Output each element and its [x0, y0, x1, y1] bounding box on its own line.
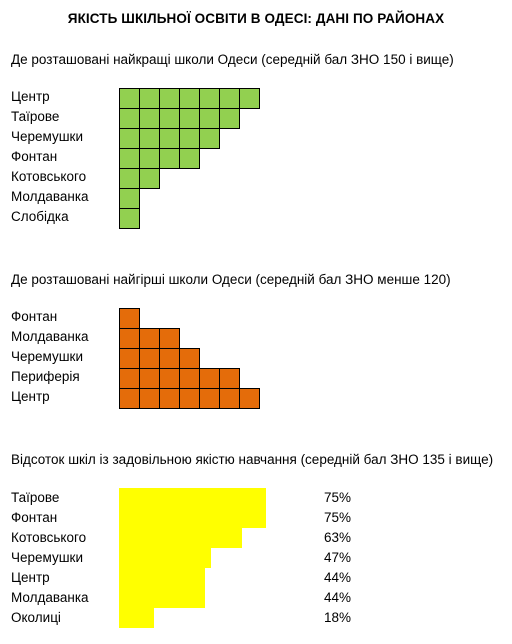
waffle-cell — [179, 148, 200, 169]
waffle-cell — [179, 128, 200, 149]
category-label: Молдаванка — [11, 590, 89, 605]
category-label: Черемушки — [11, 129, 83, 144]
percent-bar — [119, 488, 266, 508]
percent-value-label: 47% — [324, 550, 352, 565]
category-label: Околиці — [11, 610, 61, 625]
percent-value-label: 75% — [324, 510, 352, 525]
percent-bar — [119, 608, 154, 628]
waffle-cell — [119, 128, 140, 149]
category-label: Молдаванка — [11, 189, 89, 204]
waffle-cell — [119, 168, 140, 189]
waffle-cell — [119, 368, 140, 389]
category-label: Черемушки — [11, 349, 83, 364]
waffle-cell — [219, 88, 240, 109]
waffle-cell — [119, 348, 140, 369]
waffle-cell — [139, 328, 160, 349]
percent-bar — [119, 508, 266, 528]
category-label: Фонтан — [11, 309, 58, 324]
waffle-cell — [199, 388, 220, 409]
waffle-cell — [239, 88, 260, 109]
waffle-cell — [139, 368, 160, 389]
waffle-cell — [159, 348, 180, 369]
waffle-cell — [139, 88, 160, 109]
waffle-cell — [159, 368, 180, 389]
waffle-cell — [159, 88, 180, 109]
percent-bar — [119, 568, 205, 588]
percent-bar — [119, 548, 211, 568]
waffle-cell — [119, 188, 140, 209]
waffle-cell — [199, 88, 220, 109]
waffle-cell — [119, 108, 140, 129]
waffle-cell — [219, 388, 240, 409]
percent-value-label: 18% — [324, 610, 352, 625]
waffle-cell — [139, 128, 160, 149]
waffle-cell — [179, 388, 200, 409]
waffle-cell — [119, 148, 140, 169]
waffle-cell — [159, 388, 180, 409]
waffle-cell — [119, 208, 140, 229]
percent-value-label: 44% — [324, 590, 352, 605]
waffle-cell — [219, 368, 240, 389]
waffle-cell — [139, 108, 160, 129]
waffle-cell — [139, 168, 160, 189]
waffle-cell — [159, 128, 180, 149]
category-label: Таїрове — [11, 490, 60, 505]
category-label: Котовського — [11, 169, 87, 184]
waffle-cell — [119, 328, 140, 349]
page-title: ЯКІСТЬ ШКІЛЬНОЇ ОСВІТИ В ОДЕСІ: ДАНІ ПО РАЙОНАХ — [67, 11, 445, 26]
waffle-cell — [179, 88, 200, 109]
category-label: Слобідка — [11, 209, 69, 224]
percent-bar — [119, 528, 242, 548]
waffle-cell — [179, 108, 200, 129]
category-label: Котовського — [11, 530, 87, 545]
waffle-cell — [239, 388, 260, 409]
waffle-cell — [139, 388, 160, 409]
waffle-cell — [159, 328, 180, 349]
percent-value-label: 75% — [324, 490, 352, 505]
waffle-cell — [119, 88, 140, 109]
category-label: Фонтан — [11, 149, 58, 164]
waffle-cell — [199, 128, 220, 149]
category-label: Фонтан — [11, 510, 58, 525]
waffle-cell — [179, 348, 200, 369]
waffle-cell — [199, 108, 220, 129]
category-label: Периферія — [11, 369, 80, 384]
category-label: Молдаванка — [11, 329, 89, 344]
waffle-cell — [139, 348, 160, 369]
category-label: Центр — [11, 89, 50, 104]
percent-value-label: 63% — [324, 530, 352, 545]
waffle-cell — [179, 368, 200, 389]
worst-schools-title: Де розташовані найгірші школи Одеси (середній бал ЗНО менше 120) — [11, 272, 451, 287]
category-label: Черемушки — [11, 550, 83, 565]
percent-bar — [119, 588, 205, 608]
satisfactory-schools-title: Відсоток шкіл із задовільною якістю навчання (середній бал ЗНО 135 і вище) — [11, 452, 494, 467]
waffle-cell — [119, 308, 140, 329]
category-label: Центр — [11, 570, 50, 585]
waffle-cell — [139, 148, 160, 169]
percent-value-label: 44% — [324, 570, 352, 585]
waffle-cell — [219, 108, 240, 129]
category-label: Центр — [11, 389, 50, 404]
waffle-cell — [199, 368, 220, 389]
best-schools-title: Де розташовані найкращі школи Одеси (середній бал ЗНО 150 і вище) — [11, 52, 454, 67]
waffle-cell — [119, 388, 140, 409]
category-label: Таїрове — [11, 109, 60, 124]
waffle-cell — [159, 148, 180, 169]
waffle-cell — [159, 108, 180, 129]
